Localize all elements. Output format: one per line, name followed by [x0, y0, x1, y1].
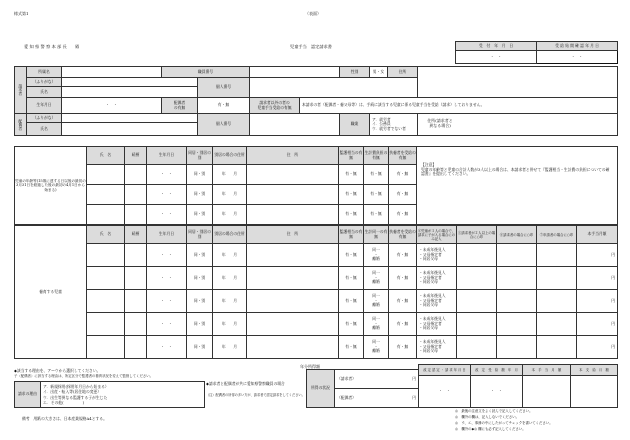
- cm-header-sep-addr: 別居の場合の住所: [213, 147, 247, 165]
- staff-no-label: 職員番号: [162, 67, 250, 78]
- note-1: ◎ 最後の注意文をよく読んで記入してください。: [455, 409, 533, 413]
- cs-livelihood-field[interactable]: 同一 ・ 離婚: [364, 336, 389, 359]
- cs-custody-field[interactable]: 有・無: [339, 244, 364, 267]
- cs-name-field[interactable]: [87, 336, 125, 359]
- addressee: 愛 知 県 警 察 本 部 長 殿: [24, 44, 80, 49]
- gender-field[interactable]: 男・女: [370, 67, 388, 78]
- cm-birth-field[interactable]: ・ ・: [147, 205, 187, 225]
- summary-monthly-field[interactable]: [523, 376, 571, 408]
- cm-sep-field[interactable]: 年 月: [213, 165, 247, 185]
- cm-sep-field[interactable]: 年 月: [213, 185, 247, 205]
- job-label: 職業: [340, 114, 370, 136]
- cs-address-field[interactable]: [247, 336, 339, 359]
- cs-name-field[interactable]: [87, 244, 125, 267]
- spouse-furigana-field[interactable]: [62, 114, 198, 123]
- cs-sep-field[interactable]: 年 月: [213, 336, 247, 359]
- reason-option-c[interactable]: ウ．出生等異なる監護する子が生じた: [43, 394, 108, 400]
- cm-header-custody: 監護相当の有無: [339, 147, 364, 165]
- summary-table: [418, 364, 618, 408]
- cs-custody-field[interactable]: 有・無: [339, 267, 364, 290]
- birth-date-label: 生年月日: [27, 98, 62, 114]
- cs-header-note6: ⑥請求者の場合に○印: [497, 226, 537, 244]
- cs-relation-field[interactable]: [125, 244, 147, 267]
- spouse-furigana-label: （ふりがな）: [27, 114, 62, 123]
- cm-custody-field[interactable]: 有・無: [339, 185, 364, 205]
- cs-header-live: 同居・別居の別: [187, 226, 213, 244]
- cs-note6-field[interactable]: [497, 290, 537, 313]
- cs-guardian-options[interactable]: ・未成年後見人 ・父母指定者 ・同居父母: [417, 290, 457, 313]
- cm-support-field[interactable]: 有・無: [389, 165, 417, 185]
- cs-address-field[interactable]: [247, 244, 339, 267]
- cs-amount-field[interactable]: 円: [577, 336, 618, 359]
- children-main-table: [14, 146, 618, 225]
- children-main-side-label: 児童の年齢等(15歳に達する日以後の最初の3月31日を経過した後の最初の4月1日から始まる): [15, 147, 87, 225]
- spouse-address-field[interactable]: [418, 114, 618, 136]
- cm-header-relation: 続柄: [125, 147, 147, 165]
- cm-relation-field[interactable]: [125, 205, 147, 225]
- spouse-presence-label: 配偶者 の有無: [162, 98, 198, 114]
- cs-header-support: 扶養者を受給の有無: [389, 226, 417, 244]
- cs-birth-field[interactable]: ・ ・: [147, 313, 187, 336]
- annual-income-label: 年分所得額: [300, 364, 320, 369]
- remark: 備考 用紙の大きさは、日本産業規格A4とする。: [22, 416, 107, 421]
- cs-amount-field[interactable]: 円: [577, 244, 618, 267]
- reason-option-b[interactable]: イ．出産・転入等(居住地の変更）: [43, 389, 102, 395]
- cs-row: [15, 267, 618, 290]
- cs-row: [15, 244, 618, 267]
- affiliation-label: 所属名: [27, 67, 62, 78]
- personal-no-label: 個人番号: [198, 78, 250, 98]
- cs-custody-field[interactable]: 有・無: [339, 313, 364, 336]
- spouse-personal-no-label: 個人番号: [198, 114, 250, 136]
- cm-expense-field[interactable]: 有・無: [364, 185, 389, 205]
- outside-receipt-text: 本請求の者（配偶者・養父母等）は、手続に該当する児童に係る児童手当を受給（請求）しておりません。: [300, 98, 618, 114]
- cs-note7-field[interactable]: [537, 336, 577, 359]
- address-field[interactable]: [418, 67, 618, 98]
- cs-sep-field[interactable]: 年 月: [213, 267, 247, 290]
- cm-relation-field[interactable]: [125, 185, 147, 205]
- claimant-income-field[interactable]: （請求者） 円: [335, 370, 419, 389]
- personal-no-field[interactable]: [250, 78, 418, 98]
- cs-livelihood-field[interactable]: 同一 ・ 離婚: [364, 290, 389, 313]
- cs-header-note4: ④児童が１人の場合で、請求に子が入る場合にのみ記入: [417, 226, 457, 244]
- cs-live-field[interactable]: 同・別: [187, 313, 213, 336]
- cm-support-field[interactable]: 有・無: [389, 185, 417, 205]
- cs-birth-field[interactable]: ・ ・: [147, 267, 187, 290]
- summary-header-revision: 改 定 認 定 ・ 請 求 年 月 日: [419, 365, 471, 376]
- cs-livelihood-field[interactable]: 同一 ・ 離婚: [364, 267, 389, 290]
- cm-header-expense: 生計費負担の有無: [364, 147, 389, 165]
- claimant-section-label: 請求者: [15, 67, 27, 114]
- spouse-personal-no-field[interactable]: [250, 114, 340, 136]
- income-label: 所得の状況: [307, 370, 335, 408]
- spouse-income-title: ◆請求者と配偶者が共に愛知県警察職員の場合: [206, 381, 285, 386]
- cs-address-field[interactable]: [247, 313, 339, 336]
- job-options[interactable]: ア．就労者 イ．公務員 ウ．就労者でない者: [370, 114, 418, 136]
- cs-header-name: 氏 名: [87, 226, 125, 244]
- income-table: [306, 369, 419, 408]
- cs-livelihood-field[interactable]: 同一 ・ 離婚: [364, 244, 389, 267]
- cs-livelihood-field[interactable]: 同一 ・ 離婚: [364, 313, 389, 336]
- cs-header-note7: ⑦申請者の場合に○印: [537, 226, 577, 244]
- furigana-label: （ふりがな）: [27, 78, 62, 87]
- receipt-date-field[interactable]: ・ ・: [456, 51, 537, 64]
- address-label: 住所: [388, 67, 418, 78]
- cs-custody-field[interactable]: 有・無: [339, 336, 364, 359]
- cm-address-field[interactable]: [247, 165, 339, 185]
- spouse-address-label: 住所(請求者と 異なる場合): [427, 118, 453, 128]
- summary-header-month: 改 定 受 給 額 年 月: [471, 365, 523, 376]
- spouse-name-label: 氏名: [27, 123, 62, 136]
- cs-relation-field[interactable]: [125, 336, 147, 359]
- children-sub-side-label: 養育する児童: [15, 226, 87, 359]
- cs-row: [15, 313, 618, 336]
- cs-note6-field[interactable]: [497, 244, 537, 267]
- cs-note5-field[interactable]: [457, 336, 497, 359]
- cs-note7-field[interactable]: [537, 244, 577, 267]
- summary-month-field[interactable]: ・ ・: [471, 376, 523, 408]
- cm-live-field[interactable]: 同・別: [187, 185, 213, 205]
- cs-row: [15, 336, 618, 359]
- cs-birth-field[interactable]: ・ ・: [147, 290, 187, 313]
- start-date-field[interactable]: ・ ・: [537, 51, 618, 64]
- form-title: 児童手当 認定請求書: [290, 44, 332, 49]
- cm-address-field[interactable]: [247, 185, 339, 205]
- cs-sep-field[interactable]: 年 月: [213, 290, 247, 313]
- cm-expense-field[interactable]: 有・無: [364, 165, 389, 185]
- cs-header-relation: 続柄: [125, 226, 147, 244]
- cm-birth-field[interactable]: ・ ・: [147, 185, 187, 205]
- cs-relation-field[interactable]: [125, 290, 147, 313]
- cs-live-field[interactable]: 同・別: [187, 290, 213, 313]
- cs-support-field[interactable]: 有・無: [389, 313, 417, 336]
- cm-address-field[interactable]: [247, 205, 339, 225]
- form-number: 様式第1: [14, 11, 29, 16]
- cs-note6-field[interactable]: [497, 313, 537, 336]
- claimant-table: [14, 66, 618, 136]
- spouse-section-label: 配偶者: [15, 114, 27, 136]
- spouse-name-field[interactable]: [62, 123, 198, 136]
- cs-name-field[interactable]: [87, 313, 125, 336]
- cs-support-field[interactable]: 有・無: [389, 244, 417, 267]
- check-title: ◆該当する理由を、ア〜ウから選択してください。: [14, 368, 101, 373]
- cs-birth-field[interactable]: ・ ・: [147, 336, 187, 359]
- birth-date-field[interactable]: ・ ・: [62, 98, 162, 114]
- cm-expense-field[interactable]: 有・無: [364, 205, 389, 225]
- cs-header-note5: ⑤請求者が２人以上の場合に○印: [457, 226, 497, 244]
- cs-header-birth: 生年月日: [147, 226, 187, 244]
- children-note: 【注意】 児童の年齢等と児童の合計人数が3人以上の場合は、本請求者と併せて『監護相当・生計費の負担についての確認書』を提出してください。: [417, 147, 618, 225]
- paper-side: （表面）: [305, 11, 321, 16]
- cs-header-amount: 本手当月額: [577, 226, 618, 244]
- reason-option-a[interactable]: ア．新規採用(採用年月日から始まる）: [43, 383, 109, 389]
- cs-header-sep: 別居の場合の住所: [213, 226, 247, 244]
- cs-live-field[interactable]: 同・別: [187, 336, 213, 359]
- cs-name-field[interactable]: [87, 267, 125, 290]
- staff-no-field[interactable]: [250, 67, 340, 78]
- cs-guardian-options[interactable]: ・未成年後見人 ・父母指定者 ・同居父母: [417, 336, 457, 359]
- cs-amount-field[interactable]: 円: [577, 290, 618, 313]
- cs-support-field[interactable]: 有・無: [389, 336, 417, 359]
- cs-support-field[interactable]: 有・無: [389, 267, 417, 290]
- cs-sep-field[interactable]: 年 月: [213, 244, 247, 267]
- cs-note7-field[interactable]: [537, 267, 577, 290]
- cs-header-custody: 監護相当の有無: [339, 226, 364, 244]
- receipt-date-table: [455, 41, 618, 64]
- cm-header-address: 住 所: [247, 147, 339, 165]
- receipt-date-label: 受 付 年 月 日: [456, 42, 537, 51]
- cm-name-field[interactable]: [87, 205, 125, 225]
- cs-note7-field[interactable]: [537, 313, 577, 336]
- cs-live-field[interactable]: 同・別: [187, 244, 213, 267]
- cm-name-field[interactable]: [87, 165, 125, 185]
- cs-relation-field[interactable]: [125, 267, 147, 290]
- spouse-presence-field[interactable]: 有・無: [198, 98, 250, 114]
- cm-header-name: 氏 名: [87, 147, 125, 165]
- cs-note5-field[interactable]: [457, 267, 497, 290]
- summary-payment-field[interactable]: [571, 376, 618, 408]
- cs-note5-field[interactable]: [457, 244, 497, 267]
- reason-label: 請求の理由: [15, 382, 41, 408]
- cm-header-support: 扶養者を受給の有無: [389, 147, 417, 165]
- cs-amount-field[interactable]: 円: [577, 313, 618, 336]
- cm-live-field[interactable]: 同・別: [187, 165, 213, 185]
- spouse-income-note: （注）配偶者の所得の多い方が、請求者で認定請求をしてください。: [206, 393, 305, 397]
- cm-name-field[interactable]: [87, 185, 125, 205]
- cm-custody-field[interactable]: 有・無: [339, 205, 364, 225]
- cs-address-field[interactable]: [247, 267, 339, 290]
- cm-custody-field[interactable]: 有・無: [339, 165, 364, 185]
- reason-option-d[interactable]: エ．その他( ): [43, 399, 85, 405]
- note-2: ◎ 欄外の欄は、記入しないでください。: [455, 415, 519, 419]
- affiliation-field[interactable]: [62, 67, 162, 78]
- cm-header-birth: 生年月日: [147, 147, 187, 165]
- gender-label: 性別: [340, 67, 370, 78]
- cs-note6-field[interactable]: [497, 336, 537, 359]
- cm-support-field[interactable]: 有・無: [389, 205, 417, 225]
- cs-guardian-options[interactable]: ・未成年後見人 ・父母指定者 ・同居父母: [417, 244, 457, 267]
- cs-note7-field[interactable]: [537, 290, 577, 313]
- cs-birth-field[interactable]: ・ ・: [147, 244, 187, 267]
- cm-header-live: 同居・別居の別: [187, 147, 213, 165]
- outside-receipt-label: 請求者以外の者の 児童手当受給の有無: [250, 98, 300, 114]
- name-field[interactable]: [62, 87, 198, 98]
- cs-custody-field[interactable]: 有・無: [339, 290, 364, 313]
- cs-guardian-options[interactable]: ・未成年後見人 ・父母指定者 ・同居父母: [417, 267, 457, 290]
- summary-header-payment: 本 支 給 月 額: [571, 365, 618, 376]
- cs-note5-field[interactable]: [457, 313, 497, 336]
- cs-sep-field[interactable]: 年 月: [213, 313, 247, 336]
- note-3: ◎ ウ、エ、事務の中にしたがってチェックを書いてください。: [455, 421, 553, 425]
- note-4: ◎ 欄外の◆◎ 欄にも必ず記入してください。: [455, 427, 526, 431]
- cm-live-field[interactable]: 同・別: [187, 205, 213, 225]
- cs-support-field[interactable]: 有・無: [389, 290, 417, 313]
- cs-row: [15, 290, 618, 313]
- summary-header-monthly: 本 手 当 月 額: [523, 365, 571, 376]
- cs-note5-field[interactable]: [457, 290, 497, 313]
- cs-name-field[interactable]: [87, 290, 125, 313]
- cs-live-field[interactable]: 同・別: [187, 267, 213, 290]
- cs-guardian-options[interactable]: ・未成年後見人 ・父母指定者 ・同居父母: [417, 313, 457, 336]
- summary-revision-field[interactable]: ・ ・: [419, 376, 471, 408]
- cs-note6-field[interactable]: [497, 267, 537, 290]
- cs-relation-field[interactable]: [125, 313, 147, 336]
- start-date-label: 受 給 始 開 確 認 年 月 日: [537, 42, 618, 51]
- cs-amount-field[interactable]: 円: [577, 267, 618, 290]
- cs-header-livelihood: 生計同一の有無: [364, 226, 389, 244]
- reason-table: [14, 381, 205, 408]
- cm-birth-field[interactable]: ・ ・: [147, 165, 187, 185]
- reason-options[interactable]: [41, 382, 205, 408]
- cm-sep-field[interactable]: 年 月: [213, 205, 247, 225]
- children-sub-table: [14, 225, 618, 359]
- cs-address-field[interactable]: [247, 290, 339, 313]
- cm-relation-field[interactable]: [125, 165, 147, 185]
- check-note: 子（配偶者）に該当する理由は、所定区分で監護者の養育状況を変えて監督してください。: [14, 374, 154, 378]
- name-label: 氏名: [27, 87, 62, 98]
- cs-header-address: 住 所: [247, 226, 339, 244]
- spouse-income-field[interactable]: （配偶者） 円: [335, 389, 419, 408]
- furigana-field[interactable]: [62, 78, 198, 87]
